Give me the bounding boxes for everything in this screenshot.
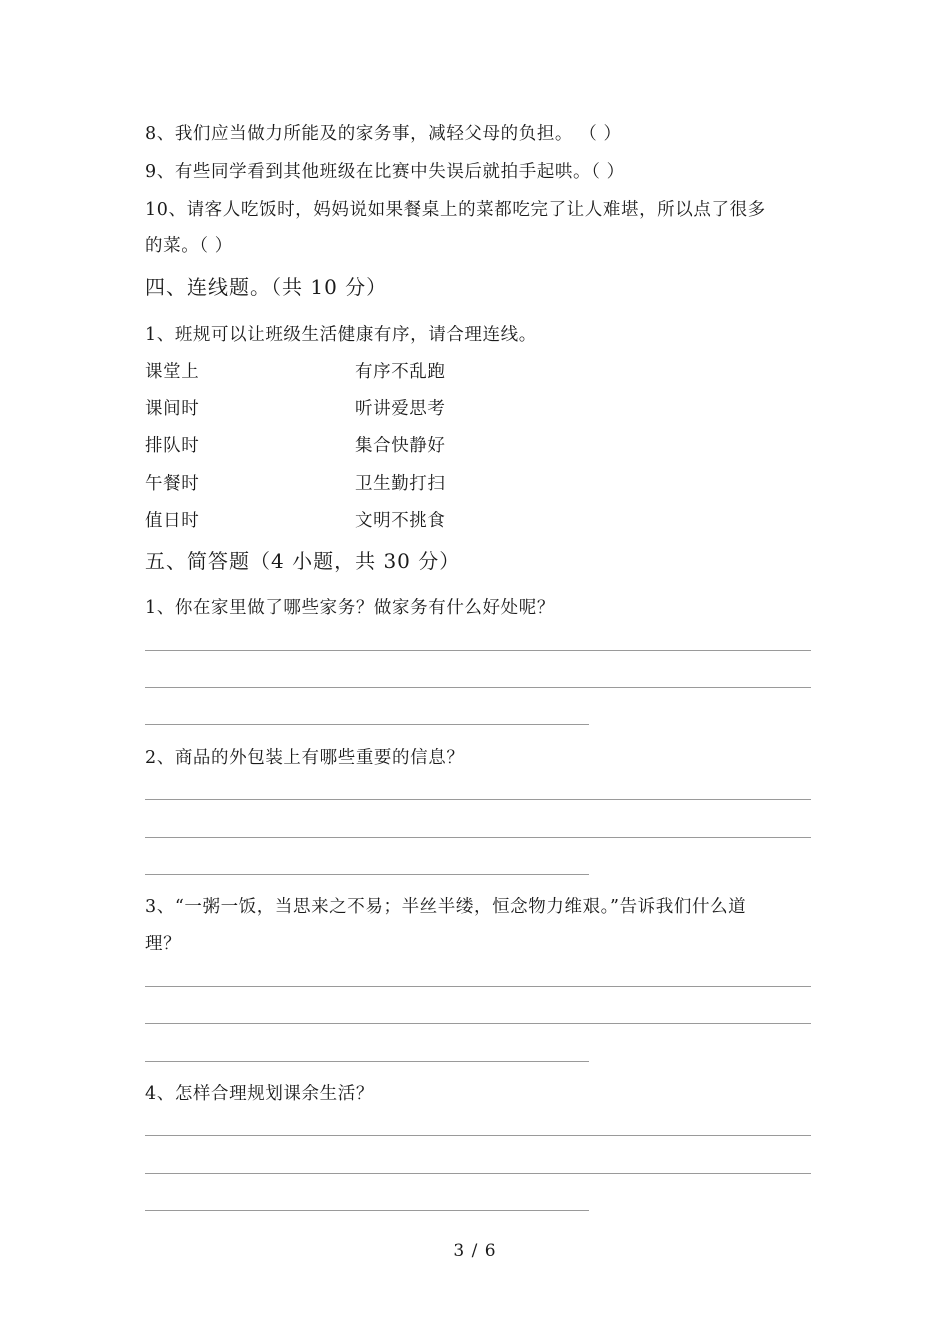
answer-line[interactable] xyxy=(145,874,589,875)
match-left-item: 课间时 xyxy=(145,399,200,419)
question-10-line2: 的菜。（ ） xyxy=(145,236,233,256)
match-right-item: 文明不挑食 xyxy=(355,511,446,531)
short-answer-q3-line2: 理？ xyxy=(145,934,182,954)
short-answer-q4: 4、怎样合理规划课余生活？ xyxy=(145,1084,374,1104)
answer-line[interactable] xyxy=(145,650,811,651)
answer-line[interactable] xyxy=(145,687,811,688)
answer-line[interactable] xyxy=(145,799,811,800)
answer-line[interactable] xyxy=(145,1173,811,1174)
page-number: 3 / 6 xyxy=(453,1241,497,1261)
answer-line[interactable] xyxy=(145,1061,589,1062)
match-left-item: 午餐时 xyxy=(145,474,200,494)
question-10-line1: 10、请客人吃饭时，妈妈说如果餐桌上的菜都吃完了让人难堪，所以点了很多 xyxy=(145,200,766,220)
answer-line[interactable] xyxy=(145,724,589,725)
answer-line[interactable] xyxy=(145,1135,811,1136)
section-4-heading: 四、连线题。（共 10 分） xyxy=(145,275,388,299)
short-answer-q1: 1、你在家里做了哪些家务？做家务有什么好处呢？ xyxy=(145,598,555,618)
answer-line[interactable] xyxy=(145,837,811,838)
answer-line[interactable] xyxy=(145,1210,589,1211)
short-answer-q3-line1: 3、“一粥一饭，当思来之不易；半丝半缕，恒念物力维艰。”告诉我们什么道 xyxy=(145,897,747,917)
question-9: 9、有些同学看到其他班级在比赛中失误后就拍手起哄。（ ） xyxy=(145,162,625,182)
match-left-item: 值日时 xyxy=(145,511,200,531)
section-4-question: 1、班规可以让班级生活健康有序，请合理连线。 xyxy=(145,325,537,345)
section-5-heading: 五、简答题（4 小题，共 30 分） xyxy=(145,549,461,573)
match-right-item: 听讲爱思考 xyxy=(355,399,446,419)
match-left-item: 排队时 xyxy=(145,436,200,456)
match-right-item: 卫生勤打扫 xyxy=(355,474,446,494)
question-8: 8、我们应当做力所能及的家务事，减轻父母的负担。 （ ） xyxy=(145,124,622,144)
short-answer-q2: 2、商品的外包装上有哪些重要的信息？ xyxy=(145,748,465,768)
answer-line[interactable] xyxy=(145,986,811,987)
match-left-item: 课堂上 xyxy=(145,362,200,382)
answer-line[interactable] xyxy=(145,1023,811,1024)
match-right-item: 集合快静好 xyxy=(355,436,446,456)
match-right-item: 有序不乱跑 xyxy=(355,362,446,382)
